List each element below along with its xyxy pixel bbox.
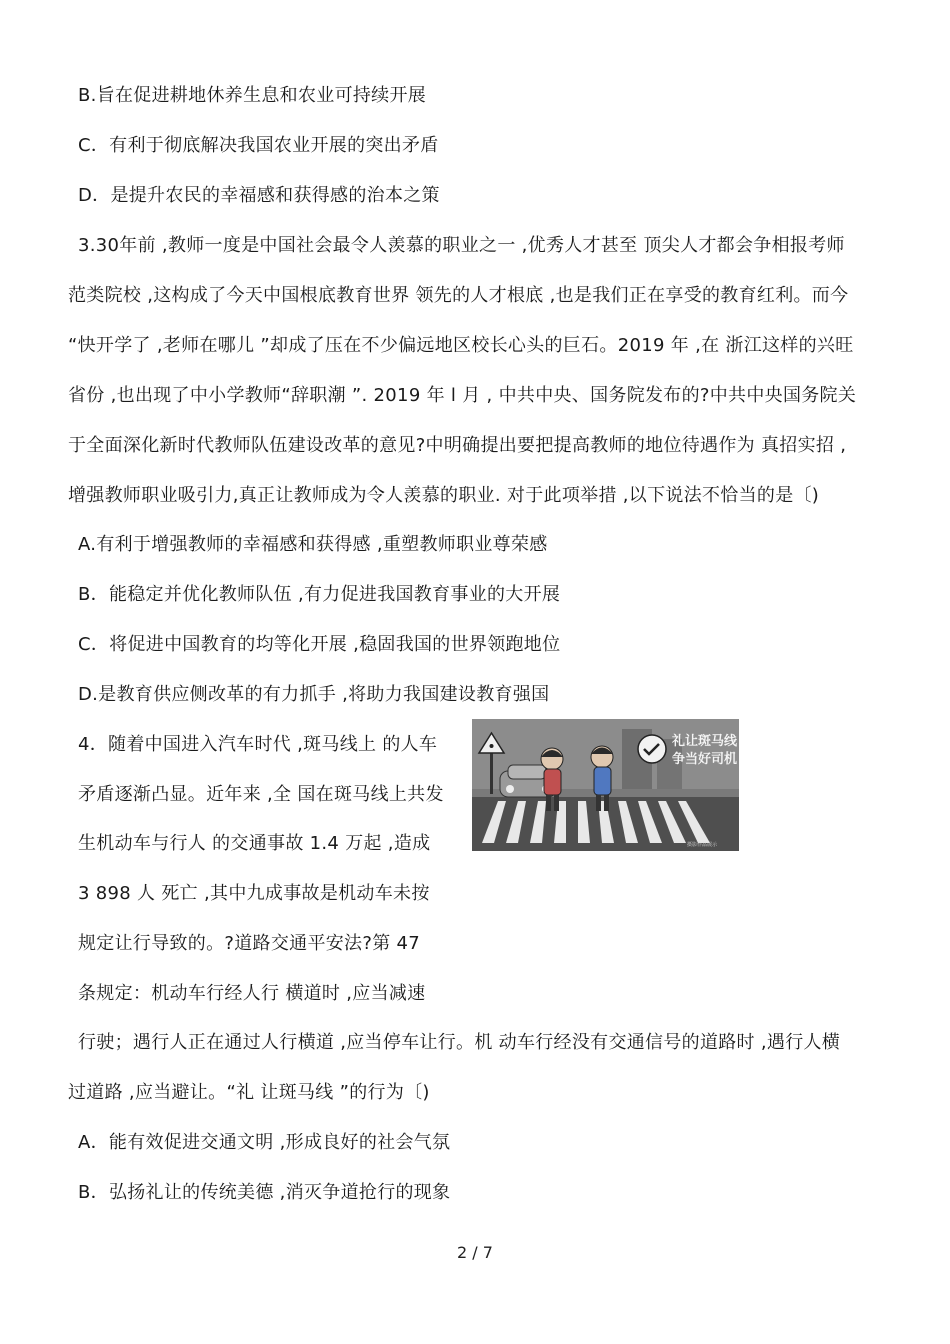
q3-option-c: C．将促进中国教育的均等化开展 ,稳固我国的世界领跑地位 [78, 634, 561, 655]
q3-stem-line-4: 省份 ,也出现了中小学教师“辞职潮 ”. 2019 年 l 月 , 中共中央、国务院发布的?中共中央国务院关 [68, 385, 857, 406]
q4-stem-line-2: 矛盾逐渐凸显。近年来 ,全 国在斑马线上共发 [78, 784, 444, 805]
q2-option-d: D．是提升农民的幸福感和获得感的治本之策 [78, 185, 440, 206]
q3-stem-line-2: 范类院校 ,这构成了今天中国根底教育世界 领先的人才根底 ,也是我们正在享受的教育红利。而今 [68, 285, 849, 306]
banner-text-line-2: 争当好司机 [672, 752, 738, 767]
q4-stem-line-5: 规定让行导致的。?道路交通平安法?第 47 [78, 933, 421, 954]
q4-option-a: A．能有效促进交通文明 ,形成良好的社会气氛 [78, 1132, 451, 1153]
q4-stem-line-6: 条规定：机动车行经人行 横道时 ,应当减速 [78, 983, 426, 1004]
q3-option-b: B．能稳定并优化教师队伍 ,有力促进我国教育事业的大开展 [78, 584, 561, 605]
q4-stem-line-8: 过道路 ,应当避让。“礼 让斑马线 ”的行为〔) [68, 1082, 430, 1103]
q3-stem-line-1: 3.30年前 ,教师一度是中国社会最令人羡慕的职业之一 ,优秀人才甚至 顶尖人才都会争相报考师 [78, 235, 845, 256]
q3-stem-line-6: 增强教师职业吸引力,真正让教师成为令人羡慕的职业. 对于此项举措 ,以下说法不恰当的是〔) [68, 485, 820, 506]
q4-stem-line-3: 生机动车与行人 的交通事故 1.4 万起 ,造成 [78, 833, 431, 854]
image-credit: 摄影作品展示 [687, 842, 718, 848]
q4-stem-line-7: 行驶；遇行人正在通过人行横道 ,应当停车让行。机 动车行经没有交通信号的道路时 ,遇行人横 [78, 1032, 841, 1053]
q3-option-d: D.是教育供应侧改革的有力抓手 ,将助力我国建设教育强国 [78, 684, 550, 705]
q4-stem-line-4: 3 898 人 死亡 ,其中九成事故是机动车未按 [78, 883, 430, 904]
q3-stem-line-5: 于全面深化新时代教师队伍建设改革的意见?中明确提出要把提高教师的地位待遇作为 真招实招 , [68, 435, 847, 456]
q3-stem-line-3: “快开学了 ,老师在哪儿 ”却成了压在不少偏远地区校长心头的巨石。2019 年 ,在 浙江这样的兴旺 [68, 335, 854, 356]
q4-stem-line-1: 4．随着中国进入汽车时代 ,斑马线上 的人车 [78, 734, 438, 755]
banner-text-line-1: 礼让斑马线 [672, 734, 738, 749]
q2-option-c: C．有利于彻底解决我国农业开展的突出矛盾 [78, 135, 439, 156]
q4-option-b: B．弘扬礼让的传统美德 ,消灭争道抢行的现象 [78, 1182, 451, 1203]
page-number: 2 / 7 [457, 1243, 493, 1262]
zebra-crossing-illustration [472, 719, 739, 851]
q2-option-b: B.旨在促进耕地休养生息和农业可持续开展 [78, 85, 427, 106]
q3-option-a: A.有利于增强教师的幸福感和获得感 ,重塑教师职业尊荣感 [78, 534, 548, 555]
